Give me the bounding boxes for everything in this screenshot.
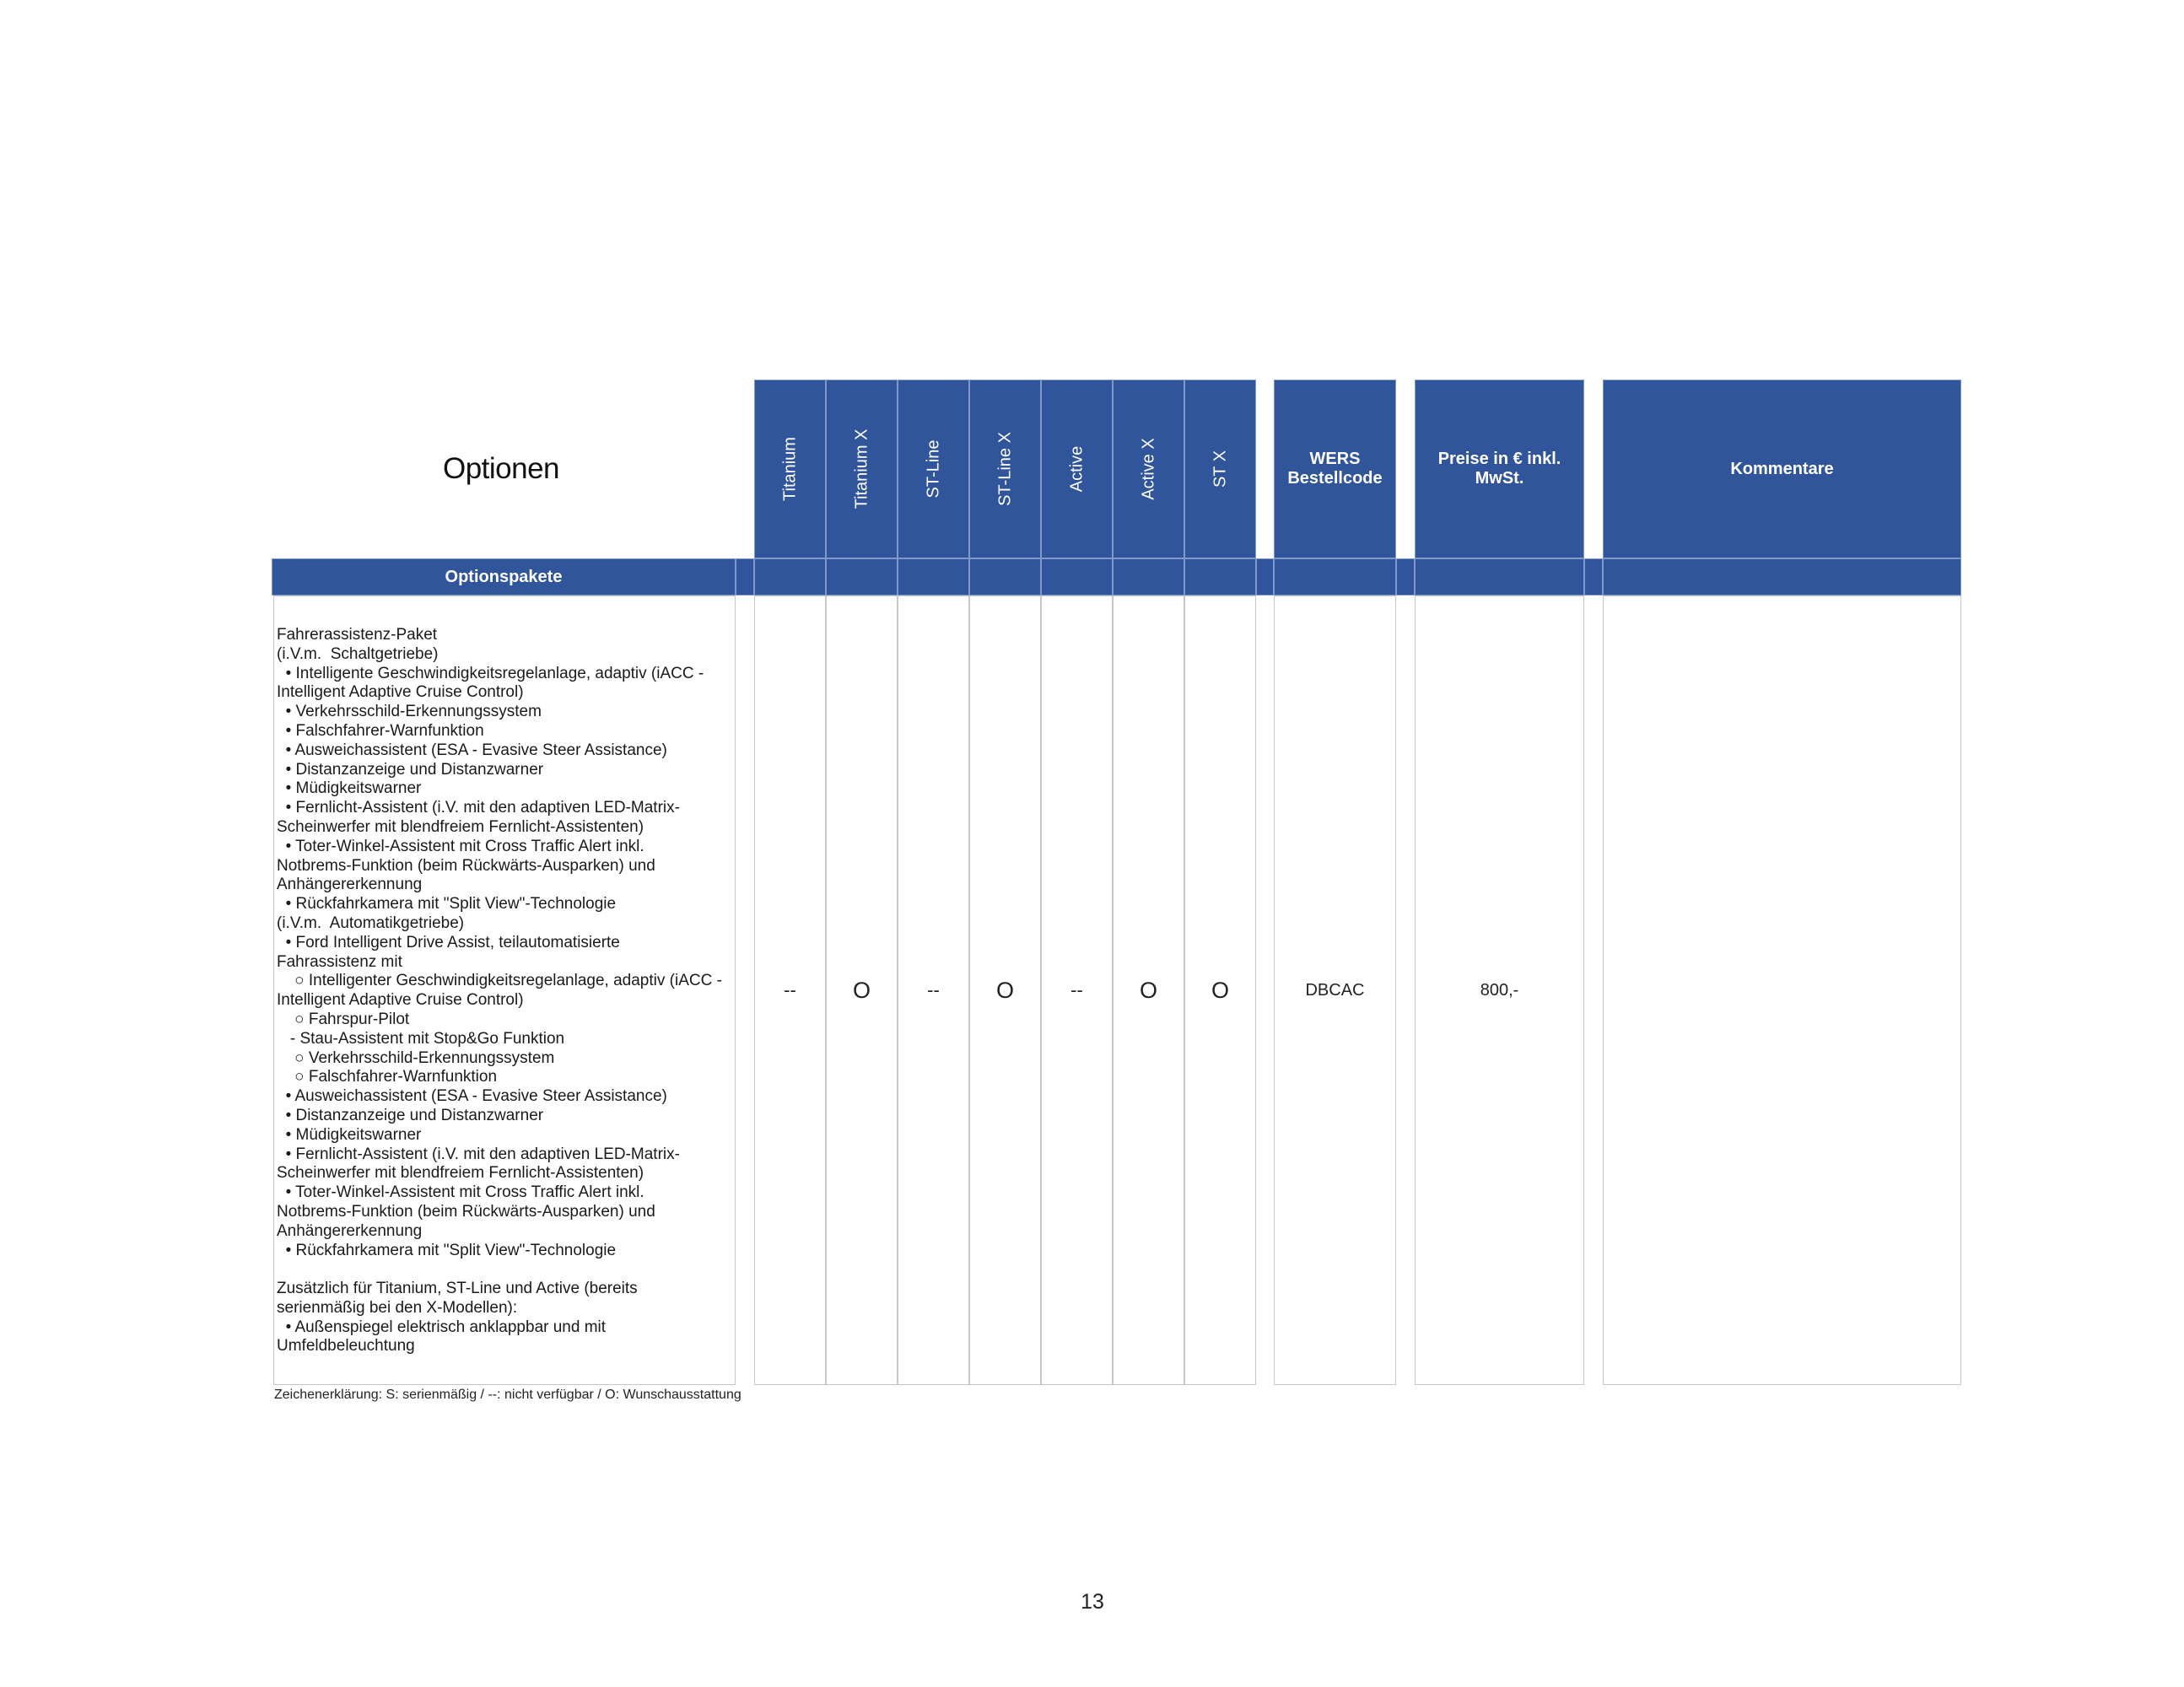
section-bar-gap xyxy=(1256,558,1274,596)
variant-label: ST-Line X xyxy=(995,432,1014,506)
section-bar-cell xyxy=(754,558,826,596)
section-bar-gap xyxy=(1584,558,1603,596)
availability-value: O xyxy=(852,977,871,1003)
variant-header-st-line xyxy=(898,380,969,558)
price-value: 800,- xyxy=(1480,980,1519,1000)
availability-st-line xyxy=(898,596,969,1385)
comments-header xyxy=(1603,380,1961,558)
wers-code: DBCAC xyxy=(1305,980,1365,1000)
variant-label: Active X xyxy=(1139,438,1157,500)
section-bar-cell xyxy=(1041,558,1113,596)
section-bar-gap xyxy=(736,558,754,596)
wers-header xyxy=(1274,380,1396,558)
variant-label: Active xyxy=(1067,445,1086,493)
section-header-optionspakete: Optionspakete xyxy=(272,558,736,596)
section-bar-cell xyxy=(898,558,969,596)
availability-titanium xyxy=(754,596,826,1385)
wers-header-label: WERS Bestellcode xyxy=(1287,450,1383,488)
page-number: 13 xyxy=(1081,1590,1104,1614)
section-bar-cell xyxy=(1415,558,1584,596)
section-bar-cell xyxy=(969,558,1041,596)
variant-header-titanium xyxy=(754,380,826,558)
section-bar-cell xyxy=(1113,558,1184,596)
availability-value: O xyxy=(1139,977,1157,1003)
variant-header-active xyxy=(1041,380,1113,558)
section-bar-cell xyxy=(1603,558,1961,596)
availability-st-x xyxy=(1184,596,1256,1385)
availability-active-x xyxy=(1113,596,1184,1385)
price-header-label: Preise in € inkl. MwSt. xyxy=(1437,450,1561,488)
variant-label: Titanium xyxy=(780,437,799,501)
table-title: Optionen xyxy=(442,452,560,485)
availability-titanium-x xyxy=(826,596,898,1385)
availability-value: -- xyxy=(784,979,796,1000)
variant-header-titanium-x xyxy=(826,380,898,558)
availability-active xyxy=(1041,596,1113,1385)
option-description: Fahrerassistenz-Paket (i.V.m. Schaltgetriebe) • Intelligente Geschwindigkeitsregelanlage, adaptiv (iACC - Intelligent Adaptive Cruise Control) • Verkehrsschild-Erkennungssystem • Falschfahrer-Warnfunktion • Ausweichassistent (ESA - Evasive Steer Assistance) • Distanzanzeige und Distanzwarner • Müdigkeitswarner • Fernlicht-Assistent (i.V. mit den adaptiven LED-Matrix- Scheinwerfer mit blendfreiem Fernlicht-Assistenten) • Toter-Winkel-Assistent mit Cross Traffic Alert inkl. Notbrems-Funktion (beim Rückwärts-Ausparken) und Anhängererkennung • Rückfahrkamera mit "Split View"-Technologie (i.V.m. Automatikgetriebe) • Ford Intelligent Drive Assist, teilautomatisierte Fahrassistenz mit ○ Intelligenter Geschwindigkeitsregelanlage, adaptiv (iACC - Intelligent Adaptive Cruise Control) ○ Fahrspur-Pilot - Stau-Assistent mit Stop&Go Funktion ○ Verkehrsschild-Erkennungssystem ○ Falschfahrer-Warnfunktion • Ausweichassistent (ESA - Evasive Steer Assistance) • Distanzanzeige und Distanzwarner • Müdigkeitswarner • Fernlicht-Assistent (i.V. mit den adaptiven LED-Matrix- Scheinwerfer mit blendfreiem Fernlicht-Assistenten) • Toter-Winkel-Assistent mit Cross Traffic Alert inkl. Notbrems-Funktion (beim Rückwärts-Ausparken) und Anhängererkennung • Rückfahrkamera mit "Split View"-Technologie Zusätzlich für Titanium, ST-Line und Active (bereits serienmäßig bei den X-Modellen): • Außenspiegel elektrisch anklappbar und mit Umfeldbeleuchtung xyxy=(273,596,736,1385)
price-cell xyxy=(1415,596,1584,1385)
wers-code-cell xyxy=(1274,596,1396,1385)
comments-header-label: Kommentare xyxy=(1730,459,1834,478)
variant-label: ST-Line xyxy=(924,439,942,499)
availability-st-line-x xyxy=(969,596,1041,1385)
comment-cell xyxy=(1603,596,1961,1385)
variant-label: Titanium X xyxy=(852,428,871,509)
section-bar-cell xyxy=(1184,558,1256,596)
section-bar-cell xyxy=(826,558,898,596)
availability-value: -- xyxy=(1070,979,1083,1000)
availability-value: O xyxy=(995,977,1014,1003)
variant-header-st-x xyxy=(1184,380,1256,558)
availability-value: O xyxy=(1211,977,1229,1003)
availability-value: -- xyxy=(927,979,940,1000)
legend: Zeichenerklärung: S: serienmäßig / --: nicht verfügbar / O: Wunschausstattung xyxy=(274,1388,741,1402)
variant-label: ST X xyxy=(1211,450,1229,488)
section-bar-cell xyxy=(1274,558,1396,596)
price-header xyxy=(1415,380,1584,558)
section-bar-gap xyxy=(1396,558,1415,596)
variant-header-active-x xyxy=(1113,380,1184,558)
variant-header-st-line-x xyxy=(969,380,1041,558)
